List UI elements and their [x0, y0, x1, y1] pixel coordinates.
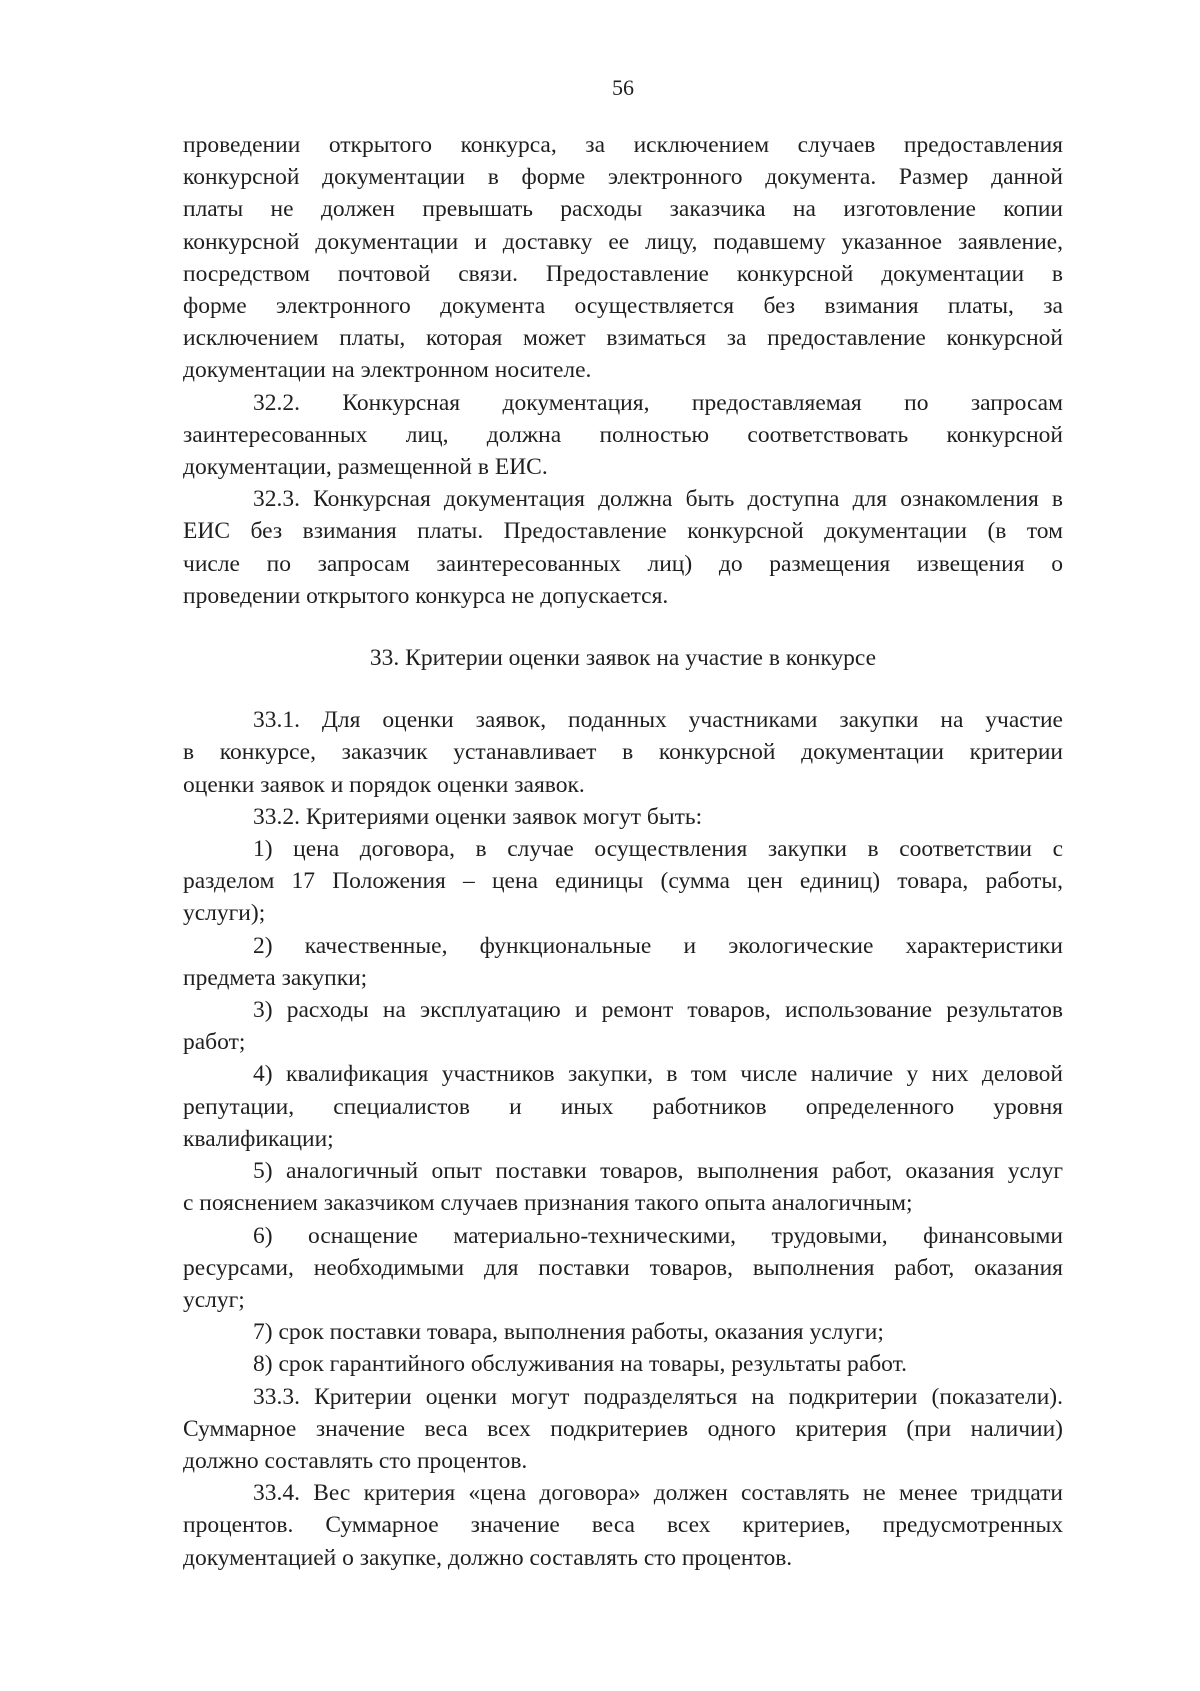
text-line: ресурсами, необходимыми для поставки товаров, выполнения работ, оказания	[183, 1254, 1063, 1281]
text-line: 8) срок гарантийного обслуживания на товары, результаты работ.	[253, 1351, 907, 1378]
text-line: 5) аналогичный опыт поставки товаров, выполнения работ, оказания услуг	[253, 1158, 1063, 1185]
paragraph-33-4	[183, 1477, 1063, 1574]
text-line: Суммарное значение веса всех подкритериев одного критерия (при наличии)	[183, 1415, 1063, 1442]
text-line: предмета закупки;	[183, 964, 368, 991]
text-line: в конкурсе, заказчик устанавливает в конкурсной документации критерии	[183, 739, 1063, 766]
text-line: документации на электронном носителе.	[183, 357, 592, 384]
text-line: конкурсной документации в форме электронного документа. Размер данной	[183, 164, 1063, 191]
text-line: документацией о закупке, должно составлять сто процентов.	[183, 1544, 793, 1571]
paragraph-continuation	[183, 129, 1063, 387]
text-line: 6) оснащение материально-техническими, трудовыми, финансовыми	[253, 1222, 1063, 1249]
text-line: 3) расходы на эксплуатацию и ремонт товаров, использование результатов	[253, 997, 1063, 1024]
document-page	[183, 0, 1063, 1691]
text-line: 33.4. Вес критерия «цена договора» должен составлять не менее тридцати	[253, 1480, 1063, 1507]
text-line: посредством почтовой связи. Предоставление конкурсной документации в	[183, 260, 1063, 287]
text-line: должно составлять сто процентов.	[183, 1447, 528, 1474]
paragraph-33-1	[183, 704, 1063, 801]
page-number: 56	[612, 75, 634, 100]
paragraph-32-2	[183, 387, 1063, 484]
text-line: 4) квалификация участников закупки, в том числе наличие у них деловой	[253, 1061, 1063, 1088]
text-line: проведении открытого конкурса, за исключением случаев предоставления	[183, 132, 1063, 158]
text-line: процентов. Суммарное значение веса всех критериев, предусмотренных	[183, 1512, 1063, 1539]
criteria-item-2	[183, 930, 1063, 994]
text-line: числе по запросам заинтересованных лиц) до размещения извещения о	[183, 550, 1063, 577]
text-line: исключением платы, которая может взиматься за предоставление конкурсной	[183, 325, 1063, 352]
text-line: услуг;	[183, 1286, 245, 1313]
criteria-item-5	[183, 1155, 1063, 1219]
criteria-item-6	[183, 1220, 1063, 1317]
text-line: 1) цена договора, в случае осуществления закупки в соответствии с	[253, 836, 1063, 863]
text-line: заинтересованных лиц, должна полностью соответствовать конкурсной	[183, 421, 1063, 448]
text-line: ЕИС без взимания платы. Предоставление конкурсной документации (в том	[183, 518, 1063, 545]
criteria-item-8	[183, 1348, 1063, 1380]
text-line: квалификации;	[183, 1125, 334, 1152]
text-line: оценки заявок и порядок оценки заявок.	[183, 771, 585, 798]
criteria-item-4	[183, 1058, 1063, 1155]
text-line: работ;	[183, 1029, 246, 1056]
text-line: с пояснением заказчиком случаев признания такого опыта аналогичным;	[183, 1190, 913, 1217]
text-line: форме электронного документа осуществляется без взимания платы, за	[183, 293, 1063, 320]
text-line: услуги);	[183, 900, 266, 927]
text-line: документации, размещенной в ЕИС.	[183, 454, 548, 481]
text-line: конкурсной документации и доставку ее лицу, подавшему указанное заявление,	[183, 228, 1063, 255]
text-line: платы не должен превышать расходы заказчика на изготовление копии	[183, 196, 1063, 223]
paragraph-32-3	[183, 483, 1063, 612]
text-line: проведении открытого конкурса не допускается.	[183, 582, 669, 609]
text-line: 7) срок поставки товара, выполнения работы, оказания услуги;	[253, 1319, 884, 1346]
section-heading: 33. Критерии оценки заявок на участие в конкурсе	[369, 645, 877, 672]
criteria-list	[183, 833, 1063, 1380]
criteria-item-7	[183, 1316, 1063, 1348]
document-body	[183, 129, 1063, 1574]
text-line: репутации, специалистов и иных работников определенного уровня	[183, 1093, 1063, 1120]
paragraph-33-2: 33.2. Критериями оценки заявок могут быть:	[253, 803, 703, 830]
text-line: разделом 17 Положения – цена единицы (сумма цен единиц) товара, работы,	[183, 868, 1063, 895]
criteria-item-1	[183, 833, 1063, 930]
text-line: 32.3. Конкурсная документация должна быть доступна для ознакомления в	[253, 486, 1063, 513]
text-line: 33.3. Критерии оценки могут подразделяться на подкритерии (показатели).	[253, 1383, 1063, 1410]
text-line: 33.1. Для оценки заявок, поданных участниками закупки на участие	[253, 707, 1063, 734]
text-line: 32.2. Конкурсная документация, предоставляемая по запросам	[253, 389, 1063, 416]
criteria-item-3	[183, 994, 1063, 1058]
paragraph-33-3	[183, 1381, 1063, 1478]
text-line: 2) качественные, функциональные и экологические характеристики	[253, 932, 1063, 959]
